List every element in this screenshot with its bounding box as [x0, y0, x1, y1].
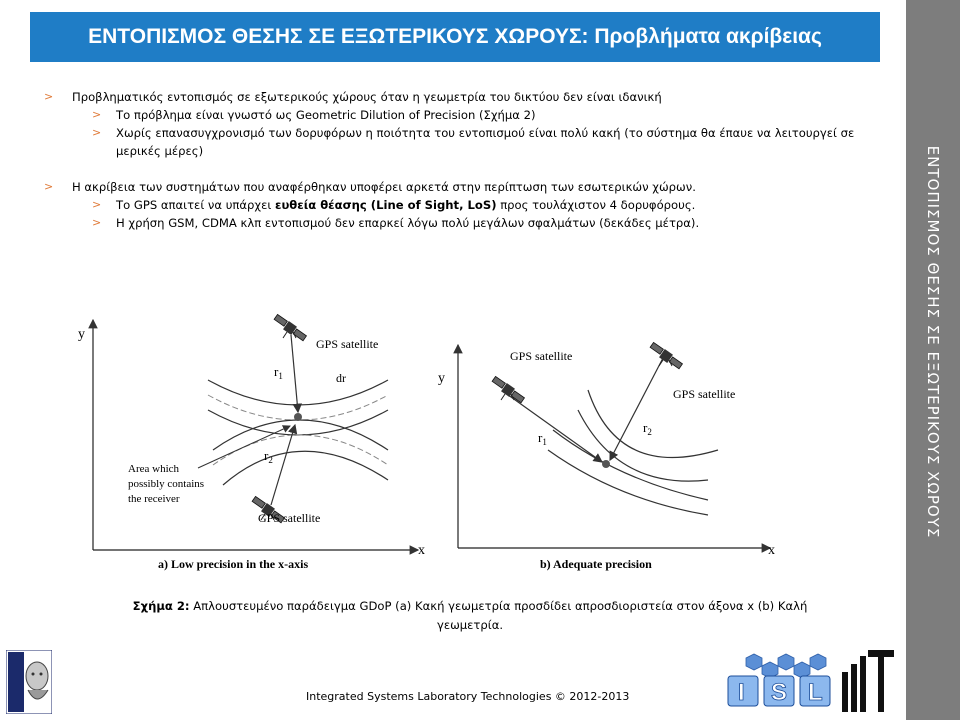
- caption-label: Σχήμα 2:: [132, 599, 190, 613]
- y-axis-label: y: [438, 371, 445, 386]
- chevron-right-icon: >: [92, 198, 102, 211]
- svg-text:S: S: [771, 679, 788, 706]
- slide-title: ΕΝΤΟΠΙΣΜΟΣ ΘΕΣΗΣ ΣΕ ΕΞΩΤΕΡΙΚΟΥΣ ΧΩΡΟΥΣ: Προβλήματα ακρίβειας: [88, 25, 822, 48]
- caption-text: Απλουστευμένο παράδειγμα GDoP (a) Κακή γεωμετρία προσδίδει απροσδιοριστεία στον άξονα x (b) Καλή γεωμετρία.: [189, 599, 808, 632]
- gdop-figure: [58, 300, 788, 580]
- gps-satellite-label: GPS satellite: [258, 511, 321, 525]
- figure-caption: [120, 597, 820, 635]
- bullet-item: [44, 88, 874, 106]
- sub-bullet-item: [44, 214, 874, 232]
- dr-label: dr: [336, 371, 346, 385]
- chevron-right-icon: >: [44, 180, 54, 193]
- area-label-2: possibly contains: [128, 478, 205, 490]
- chevron-right-icon: >: [44, 90, 54, 103]
- svg-text:I: I: [738, 679, 745, 706]
- r1-label: $r_1$: [538, 430, 547, 447]
- bullet-text: Προβληματικός εντοπισμός σε εξωτερικούς χώρους όταν η γεωμετρία του δικτύου δεν είναι ιδανική: [72, 90, 662, 104]
- sub-bullet-item: [44, 106, 874, 124]
- bullet-list: [44, 88, 874, 232]
- democritos-logo: [6, 650, 52, 714]
- sub-bullet-text: Χωρίς επανασυγχρονισμό των δορυφόρων η ποιότητα του εντοπισμού είναι πολύ κακή (το σύστημα θα έπαυε να λειτουργεί σε μερικές μέρες): [116, 126, 855, 158]
- chevron-right-icon: >: [92, 216, 102, 229]
- x-axis-label: x: [768, 543, 775, 558]
- text-part: προς τουλάχιστον 4 δορυφόρους.: [496, 198, 696, 212]
- gps-satellite-label: GPS satellite: [673, 387, 736, 401]
- y-axis-label: y: [78, 327, 85, 342]
- sub-bullet-item: [44, 124, 874, 160]
- r1-label: $r_1$: [274, 364, 283, 381]
- x-axis-label: x: [418, 543, 425, 558]
- r2-label: $r_2$: [264, 448, 273, 465]
- gps-satellite-label: GPS satellite: [510, 349, 573, 363]
- sub-bullet-text: [116, 196, 695, 214]
- area-label-1: Area which: [128, 463, 180, 475]
- itt-logo: [840, 648, 896, 712]
- svg-text:L: L: [808, 679, 823, 706]
- chevron-right-icon: >: [92, 126, 102, 139]
- area-label-3: the receiver: [128, 493, 180, 505]
- sub-bullet-text: Η χρήση GSM, CDMA κλπ εντοπισμού δεν επαρκεί λόγω πολύ μεγάλων σφαλμάτων (δεκάδες μέτρα).: [116, 216, 700, 230]
- footer-copyright: Integrated Systems Laboratory Technologies © 2012-2013: [306, 690, 630, 703]
- sub-bullet-item: [44, 196, 874, 214]
- bullet-item: [44, 178, 874, 196]
- sub-bullet-text: Το πρόβλημα είναι γνωστό ως Geometric Dilution of Precision (Σχήμα 2): [116, 108, 536, 122]
- r2-label: $r_2$: [643, 420, 652, 437]
- caption-b: b) Adequate precision: [540, 557, 652, 571]
- gps-satellite-label: GPS satellite: [316, 337, 379, 351]
- title-bar: [30, 12, 880, 62]
- side-title: ΕΝΤΟΠΙΣΜΟΣ ΘΕΣΗΣ ΣΕ ΕΞΩΤΕΡΙΚΟΥΣ ΧΩΡΟΥΣ: [924, 145, 942, 539]
- caption-a: a) Low precision in the x-axis: [158, 557, 309, 571]
- chevron-right-icon: >: [92, 108, 102, 121]
- isl-logo: [726, 652, 832, 710]
- bullet-text: Η ακρίβεια των συστημάτων που αναφέρθηκαν υποφέρει αρκετά στην περίπτωση των εσωτερικών χώρων.: [72, 180, 696, 194]
- side-bar: [906, 0, 960, 720]
- text-part-bold: ευθεία θέασης (Line of Sight, LoS): [275, 198, 497, 212]
- text-part: Το GPS απαιτεί να υπάρχει: [116, 198, 275, 212]
